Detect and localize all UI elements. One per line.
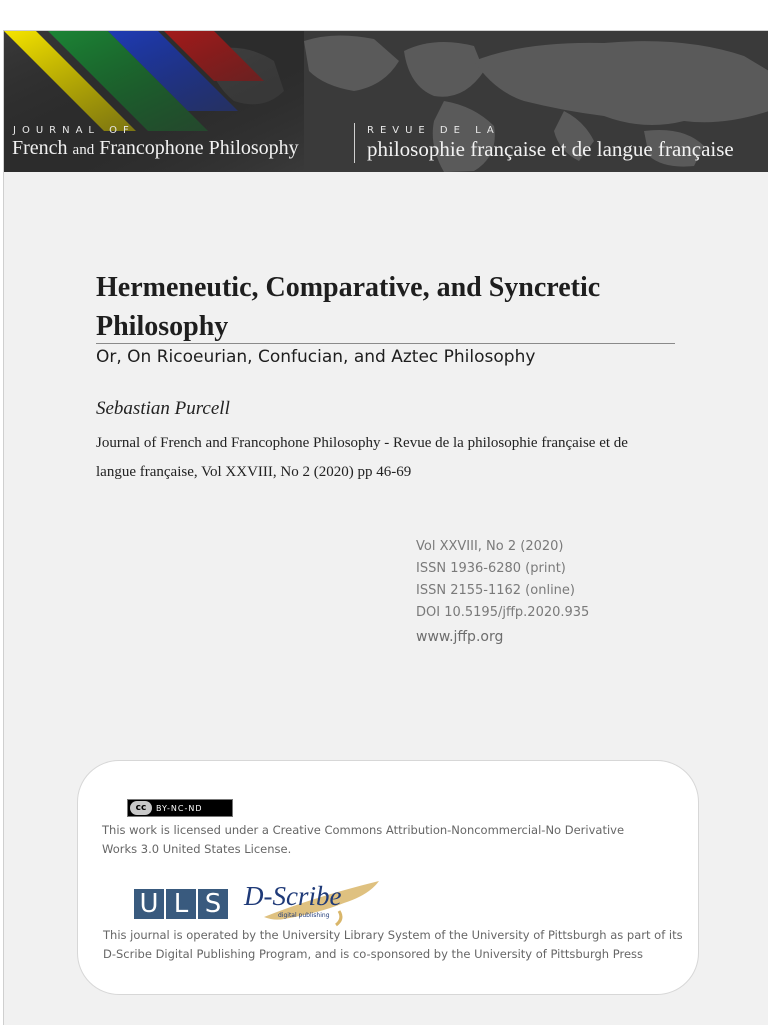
journal-title-part: French [12,137,68,159]
volume-issue: Vol XXVIII, No 2 (2020) [416,539,564,554]
issn-online: ISSN 2155-1162 (online) [416,583,575,598]
uls-logo [134,889,230,919]
uls-letter: S [198,889,228,919]
cc-terms: BY-NC-ND [156,803,203,813]
uls-letter: L [166,889,196,919]
doi: DOI 10.5195/jffp.2020.935 [416,605,590,620]
operated-by-text: This journal is operated by the University Library System of the University of Pittsburgh as part of its D-Scribe Digital Publishing Program, and is co-sponsored by the University of Pittsburgh Press [103,928,683,961]
issn-print: ISSN 1936-6280 (print) [416,561,566,576]
article-subtitle: Or, On Ricoeurian, Confucian, and Aztec Philosophy [96,347,536,367]
dscribe-logo [244,877,384,927]
article-author: Sebastian Purcell [96,398,230,419]
journal-banner [4,31,768,172]
banner-divider [354,123,355,163]
publication-metadata [416,536,589,648]
license-box [77,760,699,995]
journal-cover-page [3,30,768,1025]
journal-title-and: and [72,142,95,158]
uls-letter: U [134,889,164,919]
license-text: This work is licensed under a Creative Commons Attribution-Noncommercial-No Derivative Works 3.0 United States License. [102,823,625,856]
article-citation: Journal of French and Francophone Philosophy - Revue de la philosophie française et de langue française, Vol XXVIII, No 2 (2020) pp 46-69 [96,435,628,480]
journal-of-label: JOURNAL OF [13,125,135,136]
journal-url-link[interactable]: www.jffp.org [416,629,504,645]
article-title: Hermeneutic, Comparative, and Syncretic Philosophy [96,272,601,342]
cc-icon: cc [130,801,152,815]
title-divider [96,343,675,344]
dscribe-wordmark: D-Scribe [244,881,342,911]
journal-title-part: Francophone Philosophy [99,137,299,159]
journal-title-english [12,137,299,160]
journal-title-french: philosophie française et de langue française [367,137,734,161]
revue-de-la-label: REVUE DE LA [367,125,500,136]
dscribe-tagline: digital publishing [278,912,330,919]
cc-license-badge[interactable] [127,799,233,817]
